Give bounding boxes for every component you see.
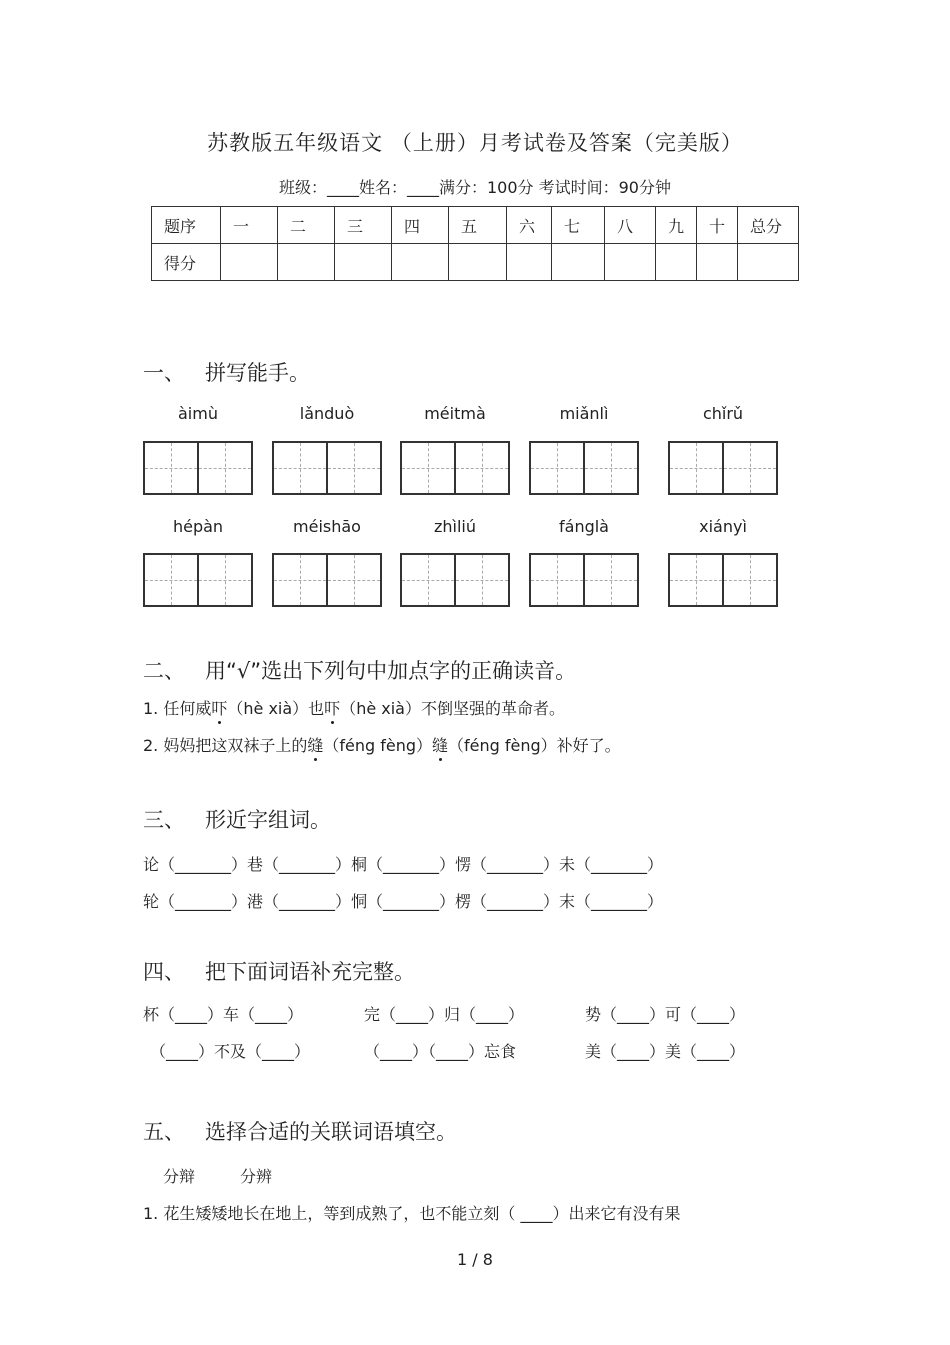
table-cell: 总分 (738, 207, 799, 244)
section-title: 选择合适的关联词语填空。 (205, 1120, 457, 1144)
score-input-cell[interactable] (278, 244, 335, 281)
question-line: 1. 花生矮矮地长在地上，等到成熟了，也不能立刻（ ____）出来它有没有果 (143, 1204, 681, 1223)
dotted-char: 缝 (307, 736, 324, 755)
tianzige-box[interactable] (272, 553, 382, 607)
table-cell: 六 (507, 207, 552, 244)
table-cell: 九 (656, 207, 697, 244)
pinyin-label: méitmà (424, 404, 486, 423)
pinyin-label: miǎnlì (559, 404, 609, 423)
section-number: 四、 (143, 960, 185, 984)
tianzige-box[interactable] (529, 441, 639, 495)
table-cell: 五 (449, 207, 507, 244)
pinyin-label: fánglà (559, 517, 609, 536)
idiom-item: （____）（____）忘食 (364, 1042, 517, 1061)
score-input-cell[interactable] (552, 244, 605, 281)
section-3-heading (143, 804, 331, 834)
word-group-row: 轮（_______）港（_______）恫（_______）楞（_______）末（_______） (143, 892, 664, 911)
dotted-char: 吓 (324, 699, 341, 718)
idiom-item: 完（____）归（____） (364, 1005, 525, 1024)
word-option: 分辨 (240, 1167, 273, 1186)
page-title: 苏教版五年级语文 （上册）月考试卷及答案（完美版） (207, 131, 743, 155)
dotted-char: 吓 (211, 699, 228, 718)
pinyin-label: méishāo (293, 517, 361, 536)
table-cell: 得分 (152, 244, 221, 281)
pinyin-label: àimù (178, 404, 218, 423)
section-5-heading (143, 1116, 457, 1146)
pinyin-label: lǎnduò (299, 404, 355, 423)
idiom-item: （____）不及（____） (150, 1042, 311, 1061)
section-1-heading (143, 357, 310, 387)
idiom-item: 杯（____）车（____） (143, 1005, 304, 1024)
section-2-heading (143, 655, 576, 685)
table-cell: 题序 (152, 207, 221, 244)
word-option: 分辩 (163, 1167, 196, 1186)
score-input-cell[interactable] (449, 244, 507, 281)
score-input-cell[interactable] (392, 244, 449, 281)
table-cell: 四 (392, 207, 449, 244)
score-input-cell[interactable] (697, 244, 738, 281)
word-group-row: 论（_______）巷（_______）桐（_______）愣（_______）未（_______） (143, 855, 664, 874)
tianzige-box[interactable] (400, 441, 510, 495)
pinyin-label: zhìliú (433, 517, 476, 536)
idiom-item: 美（____）美（____） (585, 1042, 746, 1061)
tianzige-box[interactable] (668, 553, 778, 607)
pinyin-label: xiányì (699, 517, 747, 536)
score-input-cell[interactable] (507, 244, 552, 281)
score-table-row (152, 244, 799, 281)
tianzige-box[interactable] (668, 441, 778, 495)
pinyin-label: hépàn (172, 517, 224, 536)
tianzige-box[interactable] (400, 553, 510, 607)
question-line: 1. 任何威吓（hè xià）也吓（hè xià）不倒坚强的革命者。 (143, 699, 565, 718)
table-cell: 七 (552, 207, 605, 244)
section-number: 二、 (143, 659, 185, 683)
tianzige-box[interactable] (272, 441, 382, 495)
section-title: 形近字组词。 (205, 808, 331, 832)
score-table (151, 206, 799, 281)
section-title: 拼写能手。 (205, 361, 310, 385)
score-table-header (152, 207, 799, 244)
idiom-item: 势（____）可（____） (585, 1005, 746, 1024)
section-number: 一、 (143, 361, 185, 385)
score-input-cell[interactable] (656, 244, 697, 281)
score-input-cell[interactable] (335, 244, 392, 281)
section-title: 用“√”选出下列句中加点字的正确读音。 (205, 659, 577, 683)
section-number: 三、 (143, 808, 185, 832)
section-4-heading (143, 956, 415, 986)
table-cell: 一 (221, 207, 278, 244)
table-cell: 二 (278, 207, 335, 244)
score-input-cell[interactable] (738, 244, 799, 281)
table-cell: 八 (605, 207, 656, 244)
dotted-char: 缝 (432, 736, 449, 755)
score-input-cell[interactable] (221, 244, 278, 281)
student-info: 班级：____姓名：____满分：100分 考试时间：90分钟 (279, 178, 671, 197)
tianzige-box[interactable] (143, 553, 253, 607)
section-title: 把下面词语补充完整。 (205, 960, 415, 984)
score-input-cell[interactable] (605, 244, 656, 281)
question-line: 2. 妈妈把这双袜子上的缝（féng fèng）缝（féng fèng）补好了。 (143, 736, 621, 755)
table-cell: 十 (697, 207, 738, 244)
page-number: 1 / 8 (457, 1250, 493, 1269)
pinyin-label: chǐrǔ (702, 404, 744, 423)
table-cell: 三 (335, 207, 392, 244)
tianzige-box[interactable] (529, 553, 639, 607)
section-number: 五、 (143, 1120, 185, 1144)
tianzige-box[interactable] (143, 441, 253, 495)
